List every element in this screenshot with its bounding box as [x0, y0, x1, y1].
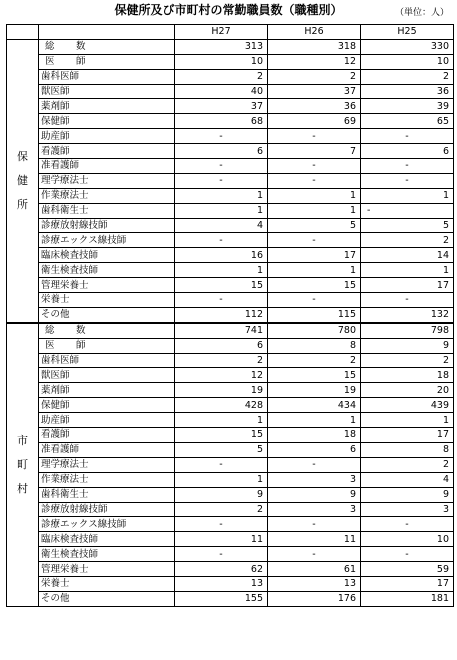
value-cell: 40 [175, 84, 268, 99]
table-row [7, 99, 454, 114]
value-cell: 18 [361, 368, 454, 383]
value-cell: 68 [175, 114, 268, 129]
category-cell: 薬剤師 [39, 383, 175, 398]
value-cell: 9 [361, 487, 454, 502]
category-cell: 管理栄養士 [39, 278, 175, 293]
value-cell: 7 [268, 144, 361, 159]
value-cell: 2 [268, 353, 361, 368]
unit-label: （単位：人） [394, 8, 449, 18]
value-cell: - [268, 233, 361, 248]
table-row [7, 278, 454, 293]
value-cell: 318 [268, 39, 361, 54]
value-cell: - [361, 517, 454, 532]
value-cell: 6 [175, 144, 268, 159]
category-cell: 総 数 [39, 39, 175, 54]
staff-table [6, 24, 454, 607]
value-cell: 13 [268, 576, 361, 591]
table-row [7, 188, 454, 203]
value-cell: 61 [268, 562, 361, 577]
header-col-2: H25 [361, 25, 454, 40]
category-cell: 栄養士 [39, 293, 175, 308]
value-cell: 6 [361, 144, 454, 159]
value-cell: 1 [175, 472, 268, 487]
value-cell: 1 [268, 188, 361, 203]
value-cell: 780 [268, 323, 361, 338]
value-cell: 5 [268, 218, 361, 233]
category-cell: 看護師 [39, 144, 175, 159]
value-cell: 11 [175, 532, 268, 547]
value-cell: - [175, 517, 268, 532]
table-row [7, 413, 454, 428]
category-cell: 助産師 [39, 129, 175, 144]
value-cell: 4 [361, 472, 454, 487]
value-cell: 132 [361, 307, 454, 322]
value-cell: 12 [175, 368, 268, 383]
value-cell: 2 [175, 69, 268, 84]
value-cell: 17 [361, 278, 454, 293]
value-cell: 10 [175, 54, 268, 69]
value-cell: 8 [361, 442, 454, 457]
value-cell: - [268, 293, 361, 308]
value-cell: - [268, 547, 361, 562]
value-cell: 11 [268, 532, 361, 547]
value-cell: 1 [268, 203, 361, 218]
group-label [7, 323, 39, 606]
value-cell: 37 [268, 84, 361, 99]
value-cell: 10 [361, 54, 454, 69]
value-cell: 5 [175, 442, 268, 457]
value-cell: 65 [361, 114, 454, 129]
table-row [7, 129, 454, 144]
value-cell: 1 [268, 263, 361, 278]
value-cell: 313 [175, 39, 268, 54]
value-cell: 36 [268, 99, 361, 114]
value-cell: 176 [268, 591, 361, 606]
value-cell: 155 [175, 591, 268, 606]
table-row [7, 368, 454, 383]
table-row [7, 428, 454, 443]
value-cell: - [268, 517, 361, 532]
value-cell: 1 [361, 188, 454, 203]
value-cell: 15 [175, 278, 268, 293]
category-cell: 薬剤師 [39, 99, 175, 114]
category-cell: 看護師 [39, 428, 175, 443]
group-label-char: 市 [17, 433, 28, 447]
value-cell: - [361, 293, 454, 308]
value-cell: 36 [361, 84, 454, 99]
value-cell: 4 [175, 218, 268, 233]
category-cell: 医 師 [39, 54, 175, 69]
category-cell: その他 [39, 307, 175, 322]
table-row [7, 338, 454, 353]
table-row [7, 532, 454, 547]
value-cell: - [361, 547, 454, 562]
category-cell: 総 数 [39, 323, 175, 338]
value-cell: 428 [175, 398, 268, 413]
table-row [7, 293, 454, 308]
value-cell: 2 [361, 353, 454, 368]
header-category [39, 25, 175, 40]
value-cell: 5 [361, 218, 454, 233]
group-label-char: 所 [17, 197, 28, 211]
table-row [7, 353, 454, 368]
header-row [7, 25, 454, 40]
table-row [7, 173, 454, 188]
table-row [7, 591, 454, 606]
value-cell: 6 [175, 338, 268, 353]
category-cell: 准看護師 [39, 442, 175, 457]
category-cell: 診療放射線技師 [39, 218, 175, 233]
category-cell: 獣医師 [39, 84, 175, 99]
value-cell: 10 [361, 532, 454, 547]
value-cell: 18 [268, 428, 361, 443]
value-cell: 1 [175, 188, 268, 203]
value-cell: - [175, 173, 268, 188]
value-cell: 434 [268, 398, 361, 413]
table-row [7, 84, 454, 99]
value-cell: 115 [268, 307, 361, 322]
table-row [7, 233, 454, 248]
value-cell: 17 [361, 576, 454, 591]
value-cell: 69 [268, 114, 361, 129]
value-cell: 439 [361, 398, 454, 413]
table-row [7, 144, 454, 159]
table-row [7, 218, 454, 233]
value-cell: - [175, 233, 268, 248]
category-cell: 歯科衛生士 [39, 203, 175, 218]
value-cell: 181 [361, 591, 454, 606]
value-cell: - [361, 129, 454, 144]
value-cell: - [268, 173, 361, 188]
header-col-0: H27 [175, 25, 268, 40]
table-body [7, 39, 454, 606]
category-cell: 栄養士 [39, 576, 175, 591]
value-cell: 1 [268, 413, 361, 428]
header-corner [7, 25, 39, 40]
table-row [7, 114, 454, 129]
category-cell: 保健師 [39, 398, 175, 413]
value-cell: 8 [268, 338, 361, 353]
value-cell: 12 [268, 54, 361, 69]
value-cell: - [268, 457, 361, 472]
value-cell: 2 [175, 502, 268, 517]
value-cell: 6 [268, 442, 361, 457]
value-cell: - [361, 203, 454, 218]
value-cell: - [175, 159, 268, 174]
table-row [7, 472, 454, 487]
value-cell: 2 [361, 233, 454, 248]
category-cell: 衛生検査技師 [39, 263, 175, 278]
value-cell: 13 [175, 576, 268, 591]
category-cell: 管理栄養士 [39, 562, 175, 577]
category-cell: 作業療法士 [39, 188, 175, 203]
category-cell: 保健師 [39, 114, 175, 129]
table-row [7, 517, 454, 532]
value-cell: 3 [361, 502, 454, 517]
value-cell: 3 [268, 502, 361, 517]
table-row [7, 562, 454, 577]
value-cell: 39 [361, 99, 454, 114]
category-cell: 衛生検査技師 [39, 547, 175, 562]
value-cell: 17 [361, 428, 454, 443]
value-cell: 62 [175, 562, 268, 577]
category-cell: 獣医師 [39, 368, 175, 383]
value-cell: 3 [268, 472, 361, 487]
value-cell: - [268, 129, 361, 144]
value-cell: 1 [361, 413, 454, 428]
value-cell: 16 [175, 248, 268, 263]
group-label-char: 町 [17, 457, 28, 471]
category-cell: 理学療法士 [39, 457, 175, 472]
category-cell: 歯科医師 [39, 69, 175, 84]
table-row [7, 457, 454, 472]
table-row [7, 442, 454, 457]
category-cell: 助産師 [39, 413, 175, 428]
value-cell: 14 [361, 248, 454, 263]
value-cell: 19 [268, 383, 361, 398]
value-cell: - [361, 159, 454, 174]
category-cell: 作業療法士 [39, 472, 175, 487]
value-cell: 2 [175, 353, 268, 368]
table-row [7, 307, 454, 322]
value-cell: 2 [361, 457, 454, 472]
value-cell: 1 [175, 203, 268, 218]
group-label-char: 村 [17, 481, 28, 495]
value-cell: - [175, 547, 268, 562]
value-cell: - [361, 173, 454, 188]
category-cell: 准看護師 [39, 159, 175, 174]
group-label-char: 健 [17, 173, 28, 187]
table-row [7, 383, 454, 398]
category-cell: 歯科医師 [39, 353, 175, 368]
value-cell: - [175, 129, 268, 144]
value-cell: 741 [175, 323, 268, 338]
table-row [7, 39, 454, 54]
table-row [7, 576, 454, 591]
group-label-char: 保 [17, 149, 28, 163]
value-cell: 20 [361, 383, 454, 398]
category-cell: 医 師 [39, 338, 175, 353]
value-cell: 1 [175, 263, 268, 278]
value-cell: 9 [361, 338, 454, 353]
category-cell: 臨床検査技師 [39, 532, 175, 547]
category-cell: 理学療法士 [39, 173, 175, 188]
value-cell: 17 [268, 248, 361, 263]
table-row [7, 547, 454, 562]
group-label [7, 39, 39, 322]
table-row [7, 159, 454, 174]
value-cell: - [175, 457, 268, 472]
table-row [7, 502, 454, 517]
value-cell: 112 [175, 307, 268, 322]
table-row [7, 323, 454, 338]
value-cell: 19 [175, 383, 268, 398]
category-cell: 歯科衛生士 [39, 487, 175, 502]
page-title: 保健所及び市町村の常勤職員数（職種別） [114, 3, 343, 17]
category-cell: 診療放射線技師 [39, 502, 175, 517]
category-cell: その他 [39, 591, 175, 606]
value-cell: 2 [361, 69, 454, 84]
category-cell: 臨床検査技師 [39, 248, 175, 263]
table-row [7, 203, 454, 218]
table-row [7, 54, 454, 69]
value-cell: - [175, 293, 268, 308]
value-cell: 37 [175, 99, 268, 114]
value-cell: 1 [361, 263, 454, 278]
table-row [7, 398, 454, 413]
value-cell: 15 [268, 278, 361, 293]
value-cell: 15 [175, 428, 268, 443]
value-cell: 798 [361, 323, 454, 338]
value-cell: - [268, 159, 361, 174]
category-cell: 診療エックス線技師 [39, 517, 175, 532]
table-row [7, 248, 454, 263]
table-row [7, 263, 454, 278]
value-cell: 59 [361, 562, 454, 577]
header-col-1: H26 [268, 25, 361, 40]
category-cell: 診療エックス線技師 [39, 233, 175, 248]
value-cell: 9 [175, 487, 268, 502]
value-cell: 1 [175, 413, 268, 428]
value-cell: 330 [361, 39, 454, 54]
table-row [7, 487, 454, 502]
value-cell: 15 [268, 368, 361, 383]
table-row [7, 69, 454, 84]
value-cell: 9 [268, 487, 361, 502]
value-cell: 2 [268, 69, 361, 84]
